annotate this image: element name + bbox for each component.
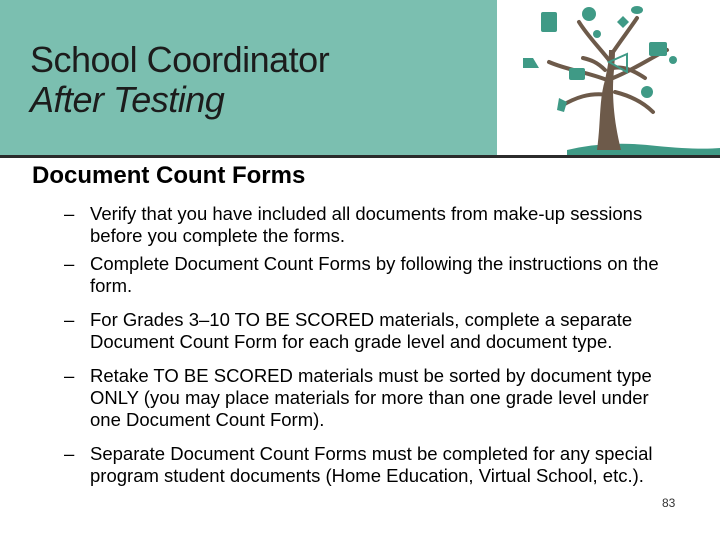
section-heading: Document Count Forms: [32, 162, 306, 189]
bullet-dash: –: [64, 203, 75, 224]
slide-title: School Coordinator: [30, 39, 330, 80]
header-divider: [0, 155, 720, 158]
bullet-text: Complete Document Count Forms by following the instructions on the form.: [90, 253, 659, 296]
list-item: [64, 203, 684, 247]
bullet-list: [64, 203, 684, 487]
bullet-text: Verify that you have included all documents from make-up sessions before you complete the forms.: [90, 203, 643, 246]
list-item: [64, 253, 684, 297]
bullet-dash: –: [64, 309, 75, 330]
list-item: [64, 443, 684, 487]
list-item: [64, 365, 684, 431]
bullet-text: For Grades 3–10 TO BE SCORED materials, complete a separate Document Count Form for each grade level and document type.: [90, 309, 633, 352]
tree-illustration-icon: [497, 0, 720, 155]
bullet-dash: –: [64, 443, 75, 464]
page-number: 83: [662, 496, 676, 510]
bullet-text: Separate Document Count Forms must be completed for any special program student documents (Home Education, Virtual School, etc.).: [90, 443, 653, 486]
slide-title-block: [30, 40, 329, 120]
tree-illustration-panel: [497, 0, 720, 155]
bullet-text: Retake TO BE SCORED materials must be sorted by document type ONLY (you may place materials for more than one grade level under one Document Count Form).: [90, 365, 652, 430]
list-item: [64, 309, 684, 353]
slide-subtitle: After Testing: [30, 79, 225, 120]
bullet-dash: –: [64, 253, 75, 274]
bullet-dash: –: [64, 365, 75, 386]
